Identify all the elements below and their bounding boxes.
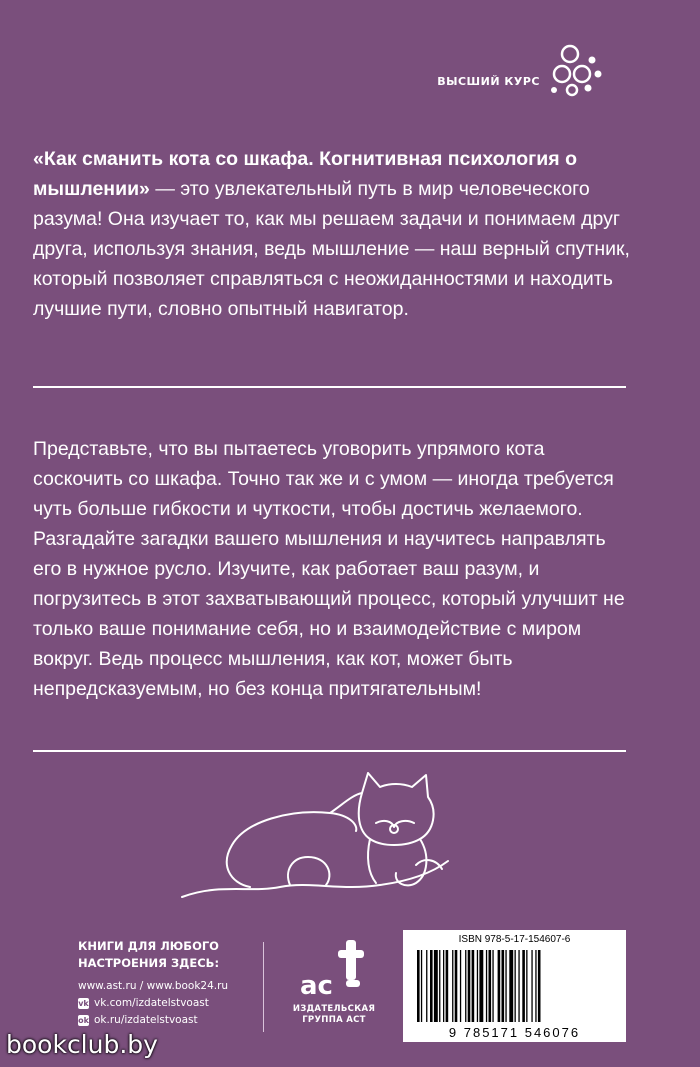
promo-block bbox=[78, 938, 228, 1029]
cat-line-drawing bbox=[180, 765, 460, 905]
divider-line bbox=[33, 750, 626, 752]
series-label: ВЫСШИЙ КУРС bbox=[437, 74, 540, 88]
barcode-box bbox=[403, 930, 626, 1042]
description-paragraph-1 bbox=[33, 144, 633, 324]
vk-link[interactable] bbox=[78, 995, 228, 1012]
vk-icon: vk bbox=[78, 999, 89, 1008]
promo-title bbox=[78, 938, 228, 972]
website-link[interactable] bbox=[78, 978, 228, 995]
promo-title-line: НАСТРОЕНИЯ ЗДЕСЬ: bbox=[78, 956, 220, 970]
ok-icon: ok bbox=[78, 1016, 89, 1025]
website-link-text[interactable]: www.ast.ru / www.book24.ru bbox=[78, 980, 229, 992]
watermark: bookclub.by bbox=[6, 1030, 158, 1059]
isbn-text: ISBN 978-5-17-154607-6 bbox=[458, 934, 571, 945]
publisher-logo bbox=[278, 938, 390, 1026]
vertical-divider bbox=[263, 942, 264, 1032]
ok-link-text[interactable]: ok.ru/izdatelstvoast bbox=[94, 1014, 198, 1026]
divider-line bbox=[33, 386, 626, 388]
ok-link[interactable] bbox=[78, 1012, 228, 1029]
publisher-caption-line: ИЗДАТЕЛЬСКАЯ bbox=[292, 1004, 376, 1014]
description-paragraph-1-text: — это увлекательный путь в мир человеческого разума! Она изучает то, как мы решаем задачи и понимаем друг друга, используя знания, ведь мышление — наш верный спутник, который позволяет справляться с неожиданностями и находить лучшие пути, словно опытный навигатор. bbox=[33, 178, 630, 320]
dots-logo-icon bbox=[548, 40, 608, 98]
vk-link-text[interactable]: vk.com/izdatelstvoast bbox=[94, 997, 209, 1009]
barcode-digits: 9 785171 546076 bbox=[448, 1025, 581, 1040]
description-paragraph-2: Представьте, что вы пытаетесь уговорить упрямого кота соскочить со шкафа. Точно так же и с умом — иногда требуется чуть больше гибкости и чуткости, чтобы достичь желаемого. Разгадайте загадки вашего мышления и научитесь направлять его в нужное русло. Изучите, как работает ваш разум, и погрузитесь в этот захватывающий процесс, который улучшит не только ваше понимание себя, но и взаимодействие с миром вокруг. Ведь процесс мышления, как кот, может быть непредсказуемым, но без конца притягательным! bbox=[33, 438, 625, 700]
svg-text:ас: ас bbox=[300, 971, 333, 1000]
publisher-caption-line: ГРУППА АСТ bbox=[302, 1015, 366, 1025]
book-title-lead: «Как сманить кота со шкафа. Когнитивная психология о мышлении» bbox=[33, 148, 578, 200]
promo-title-line: КНИГИ ДЛЯ ЛЮБОГО bbox=[78, 939, 219, 953]
publisher-caption bbox=[278, 1004, 390, 1026]
ast-logo-icon bbox=[294, 938, 374, 1000]
series-logo bbox=[437, 40, 608, 98]
